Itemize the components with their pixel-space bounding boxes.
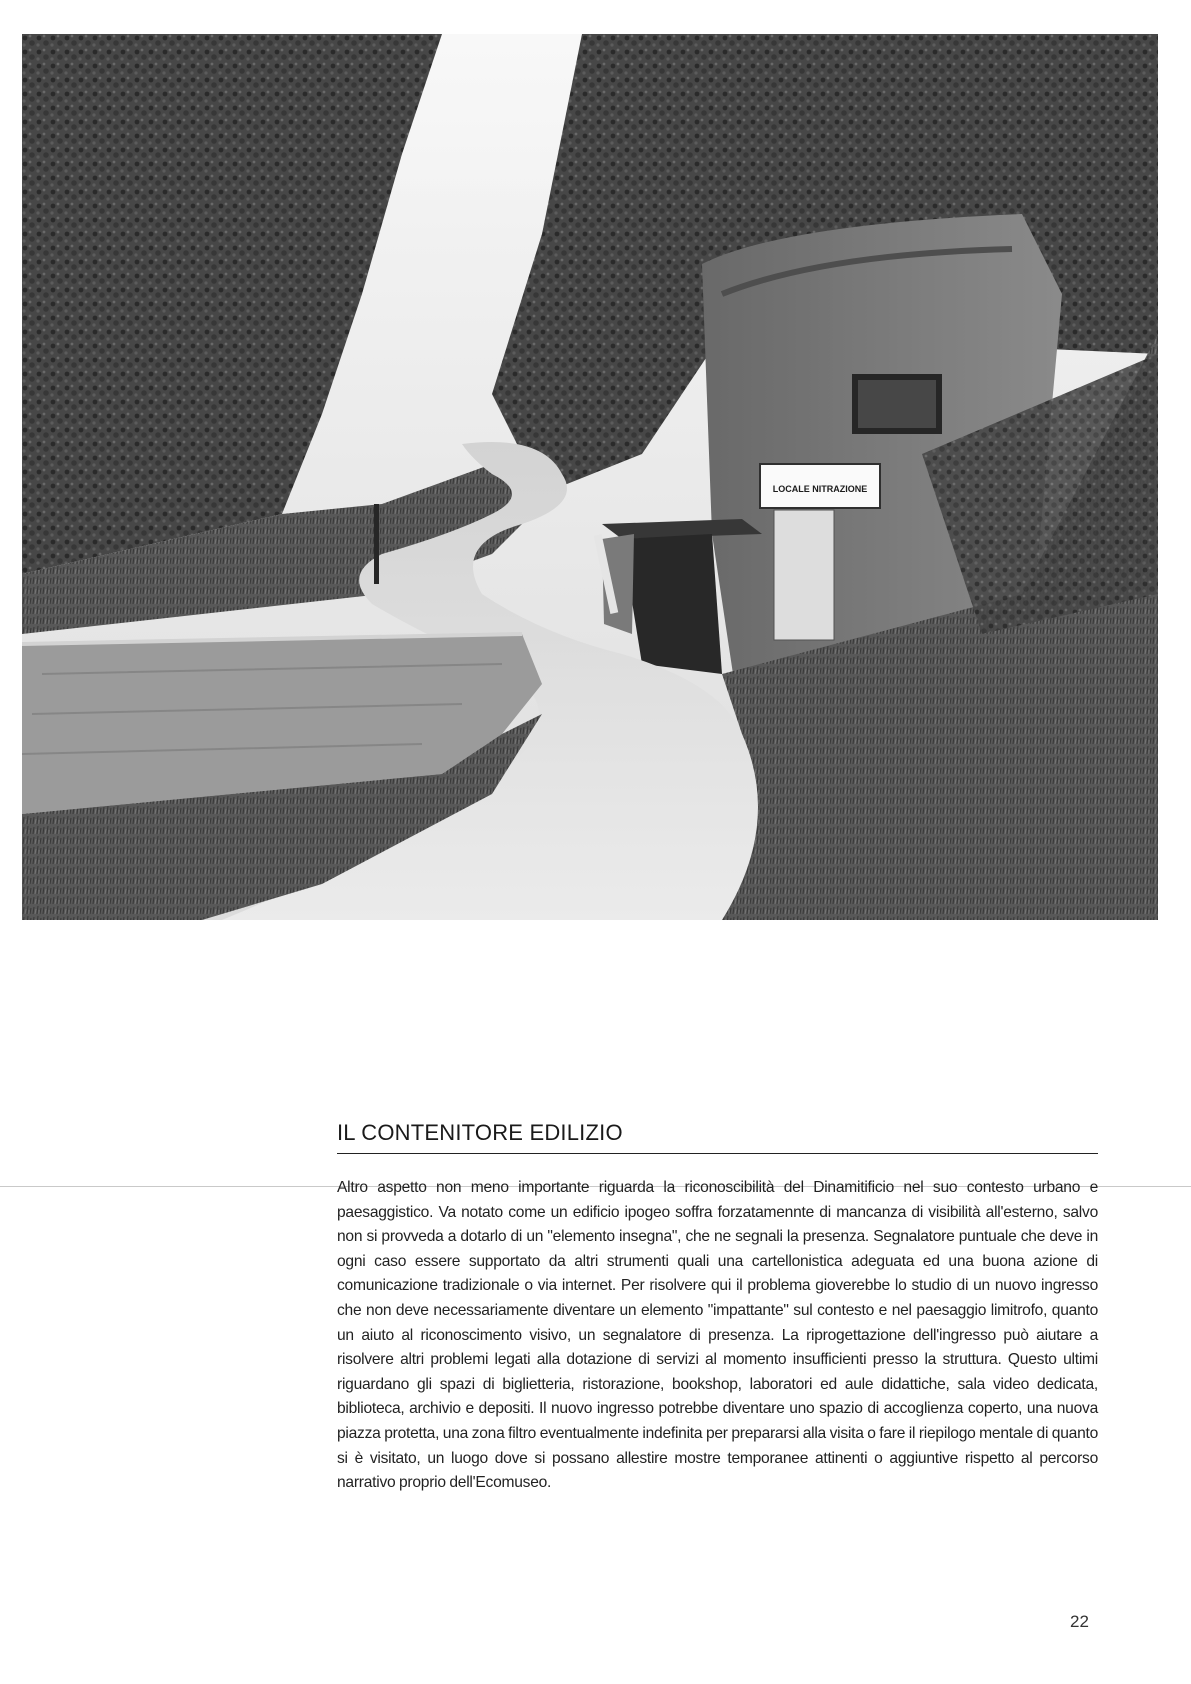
section-body-text: Altro aspetto non meno importante riguarda la riconoscibilità del Dinamitificio nel suo contesto urbano e paesaggistico. Va notato come un edificio ipogeo soffra forzatamennte di mancanza di visibilità all'esterno, salvo non si provveda a dotarlo di un "elemento insegna", che ne segnali la presenza. Segnalatore puntuale che deve in ogni caso essere supportato da altri strumenti quali una cartellonistica adeguata ed una buona azione di comunicazione tradizionale o via internet. Per risolvere qui il problema gioverebbe lo studio di un nuovo ingresso che non deve necessariamente diventare un elemento "impattante" sul contesto e nel paesaggio limitrofo, quanto un aiuto al riconoscimento visivo, un segnalatore di presenza. La riprogettazione dell'ingresso può aiutare a risolvere altri problemi legati alla dotazione di servizi al momento insufficienti presso la struttura. Questo ultimi riguardano gli spazi di biglietteria, ristorazione, bookshop, laboratori ed aule didattiche, sala video dedicata, biblioteca, archivio e depositi. Il nuovo ingresso potrebbe diventare uno spazio di accoglienza coperto, una nuova piazza protetta, una zona filtro eventualmente indefinita per prepararsi alla visita o fare il riepilogo mentale di quanto si è visitato, un luogo dove si possano allestire mostre temporanee attinenti o aggiuntive rispetto al percorso narrativo proprio dell'Ecomuseo. (337, 1179, 1098, 1492)
page-number: 22 (1070, 1612, 1089, 1631)
site-photograph (22, 34, 1158, 920)
title-underline (337, 1153, 1098, 1154)
section-title: IL CONTENITORE EDILIZIO (337, 1120, 623, 1145)
sign-text-label: LOCALE NITRAZIONE (772, 484, 868, 494)
